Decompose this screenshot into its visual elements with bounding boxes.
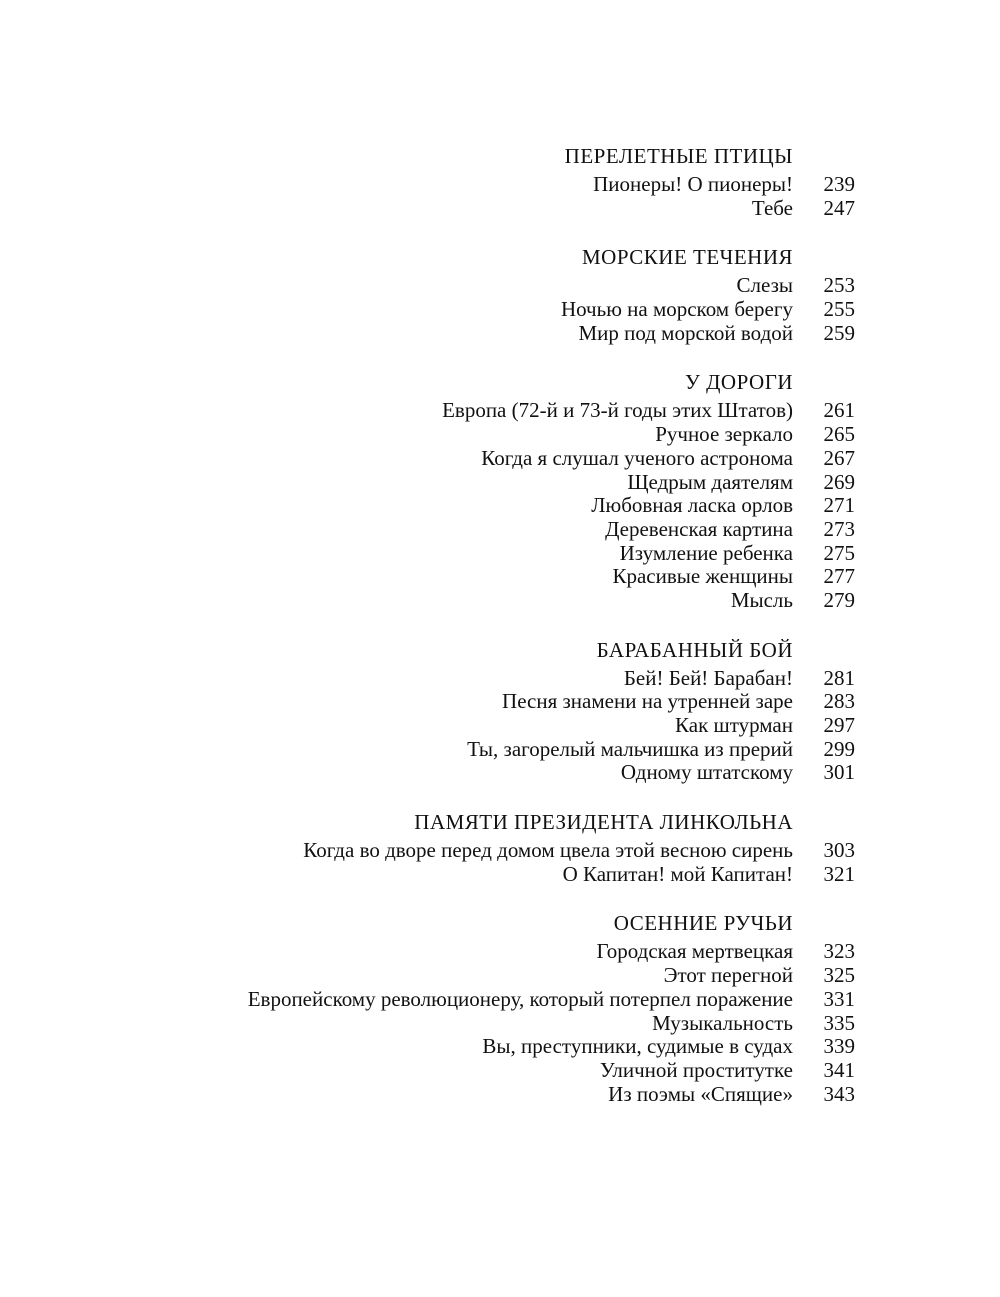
toc-entry [0, 471, 1000, 495]
entry-page-number: 261 [823, 398, 855, 423]
entry-page-number: 281 [823, 665, 855, 690]
entry-title: Красивые женщины [612, 564, 793, 589]
entry-title: Как штурман [675, 713, 793, 737]
entry-title: Одному штатскому [620, 760, 793, 785]
toc-entry [0, 197, 1000, 221]
entry-page-number: 301 [823, 760, 855, 785]
toc-section [0, 142, 1000, 220]
toc-entry [0, 298, 1000, 322]
toc-entry [0, 589, 1000, 613]
entry-page-number: 343 [823, 1081, 855, 1106]
entry-title: Пионеры! О пионеры! [593, 172, 793, 196]
toc-section [0, 368, 1000, 612]
entry-title: Музыкальность [652, 1010, 793, 1035]
entry-page-number: 303 [823, 838, 855, 863]
toc-entry [0, 447, 1000, 471]
entry-page-number: 247 [823, 195, 855, 220]
entry-page-number: 275 [823, 540, 855, 565]
toc-entry [0, 940, 1000, 964]
toc-entry [0, 423, 1000, 447]
entry-title: Европа (72-й и 73-й годы этих Штатов) [442, 398, 793, 423]
entry-page-number: 321 [823, 861, 855, 886]
entry-title: Бей! Бей! Барабан! [623, 665, 793, 690]
entry-page-number: 297 [823, 713, 855, 737]
section-title: ОСЕННИЕ РУЧЬИ [613, 911, 793, 936]
entry-title: Щедрым даятелям [627, 469, 793, 494]
entry-page-number: 341 [823, 1057, 855, 1082]
toc-entry [0, 322, 1000, 346]
entry-page-number: 273 [823, 516, 855, 541]
entry-title: Ты, загорелый мальчишка из прерий [467, 736, 793, 761]
entry-title: Ручное зеркало [655, 422, 793, 447]
toc-entry [0, 1083, 1000, 1107]
toc-entry [0, 714, 1000, 738]
section-title: МОРСКИЕ ТЕЧЕНИЯ [582, 245, 793, 270]
toc-entry [0, 738, 1000, 762]
entry-title: Песня знамени на утренней заре [502, 689, 793, 714]
toc-section [0, 243, 1000, 345]
entry-page-number: 267 [823, 445, 855, 470]
entry-page-number: 269 [823, 469, 855, 494]
toc-section [0, 636, 1000, 785]
toc-entry [0, 988, 1000, 1012]
entry-page-number: 331 [823, 986, 855, 1011]
entry-page-number: 277 [823, 564, 855, 589]
entry-title: Деревенская картина [605, 516, 793, 541]
entry-title: Европейскому революционеру, который потерпел поражение [247, 986, 793, 1011]
entry-page-number: 255 [823, 297, 855, 322]
entry-page-number: 271 [823, 493, 855, 518]
entry-page-number: 283 [823, 689, 855, 714]
section-title: ПЕРЕЛЕТНЫЕ ПТИЦЫ [564, 144, 793, 168]
toc-entry [0, 667, 1000, 691]
entry-page-number: 253 [823, 273, 855, 298]
entry-title: Слезы [736, 273, 793, 298]
entry-title: Мир под морской водой [578, 320, 793, 345]
entry-title: Этот перегной [663, 963, 793, 988]
entry-page-number: 265 [823, 422, 855, 447]
toc-entry [0, 274, 1000, 298]
entry-page-number: 323 [823, 939, 855, 964]
entry-title: Вы, преступники, судимые в судах [482, 1034, 793, 1059]
toc-section [0, 909, 1000, 1106]
toc-entry [0, 690, 1000, 714]
entry-title: Любовная ласка орлов [591, 493, 793, 518]
toc-entry [0, 761, 1000, 785]
toc-entry [0, 399, 1000, 423]
entry-title: Ночью на морском берегу [560, 297, 793, 322]
toc-entry [0, 494, 1000, 518]
toc-entry [0, 173, 1000, 197]
toc-section [0, 808, 1000, 886]
toc-entry [0, 565, 1000, 589]
toc-entry [0, 542, 1000, 566]
entry-page-number: 339 [823, 1034, 855, 1059]
entry-title: О Капитан! мой Капитан! [562, 861, 793, 886]
toc-entry [0, 518, 1000, 542]
table-of-contents [0, 142, 1000, 1129]
toc-entry [0, 1059, 1000, 1083]
entry-title: Изумление ребенка [619, 540, 793, 565]
toc-entry [0, 863, 1000, 887]
section-title: ПАМЯТИ ПРЕЗИДЕНТА ЛИНКОЛЬНА [414, 810, 793, 835]
entry-title: Уличной проститутке [599, 1057, 793, 1082]
toc-entry [0, 964, 1000, 988]
section-title: БАРАБАННЫЙ БОЙ [596, 637, 793, 662]
toc-entry [0, 1012, 1000, 1036]
entry-page-number: 259 [823, 320, 855, 345]
entry-page-number: 325 [823, 963, 855, 988]
toc-entry [0, 839, 1000, 863]
toc-entry [0, 1035, 1000, 1059]
section-title: У ДОРОГИ [684, 370, 793, 395]
entry-title: Когда я слушал ученого астронома [481, 445, 793, 470]
entry-title: Мысль [730, 587, 793, 612]
entry-title: Когда во дворе перед домом цвела этой весною сирень [303, 838, 793, 863]
entry-page-number: 299 [823, 736, 855, 761]
entry-page-number: 239 [823, 172, 855, 196]
entry-title: Из поэмы «Спящие» [608, 1081, 793, 1106]
entry-title: Тебе [751, 195, 793, 220]
entry-page-number: 279 [823, 587, 855, 612]
entry-title: Городская мертвецкая [596, 939, 793, 964]
entry-page-number: 335 [823, 1010, 855, 1035]
